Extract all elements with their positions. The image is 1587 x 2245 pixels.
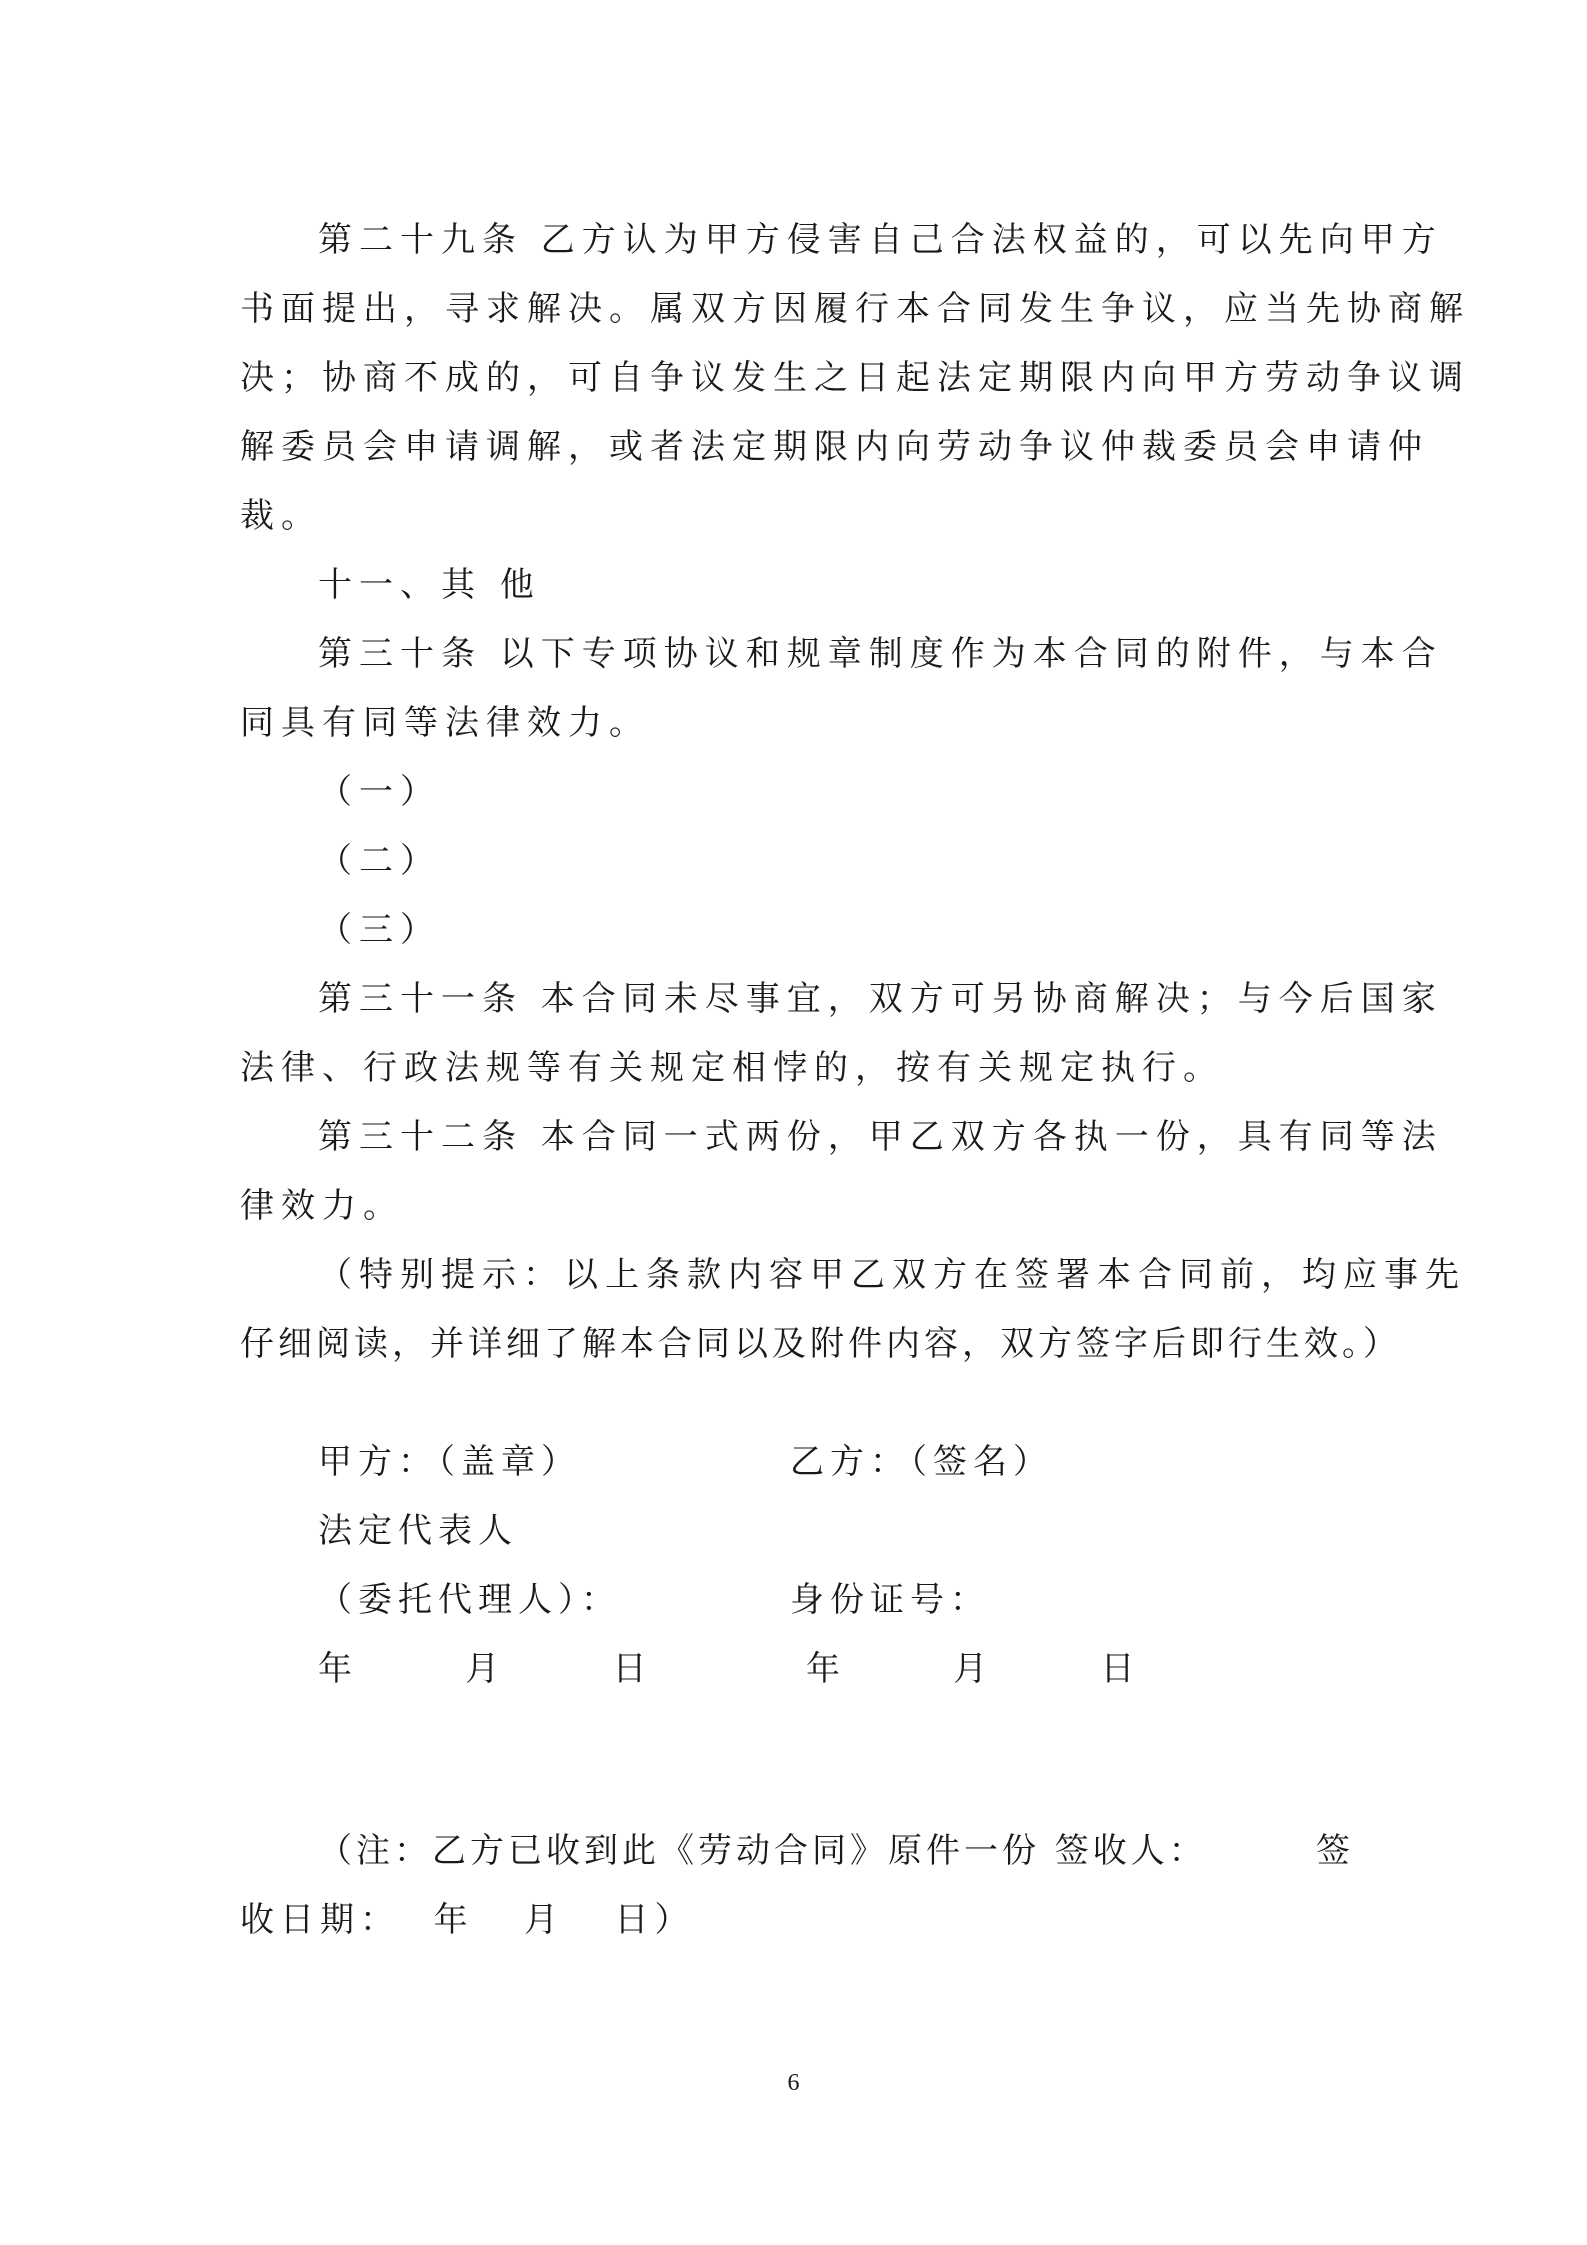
party-a-date: 年 月 日 — [318, 1649, 661, 1689]
article-29-line-4: 解委员会申请调解，或者法定期限内向劳动争议仲裁委员会申请仲 — [240, 427, 1429, 467]
party-b-sign-label: 乙方：（签名） — [790, 1442, 1053, 1482]
article-29-line-1: 第二十九条 乙方认为甲方侵害自己合法权益的，可以先向甲方 — [318, 220, 1443, 260]
article-29-line-5: 裁。 — [240, 496, 322, 536]
attachment-item: （二） — [318, 841, 441, 881]
receipt-note-line-2: 收日期： 年 月 日） — [240, 1900, 695, 1940]
attachment-item: （一） — [318, 772, 441, 812]
article-31-line-1: 第三十一条 本合同未尽事宜，双方可另协商解决；与今后国家 — [318, 979, 1443, 1019]
article-32-line-1: 第三十二条 本合同一式两份，甲乙双方各执一份，具有同等法 — [318, 1117, 1443, 1157]
authorized-agent-label: （委托代理人）： — [318, 1580, 621, 1620]
receipt-note-sign-char: 签 — [1316, 1831, 1356, 1871]
notice-line-2: 仔细阅读，并详细了解本合同以及附件内容，双方签字后即行生效。） — [240, 1324, 1401, 1364]
section-11-heading: 十一、其 他 — [318, 565, 541, 605]
article-29-line-3: 决；协商不成的，可自争议发生之日起法定期限内向甲方劳动争议调 — [240, 358, 1470, 398]
article-30-line-2: 同具有同等法律效力。 — [240, 703, 650, 743]
legal-representative-label: 法定代表人 — [318, 1511, 518, 1551]
article-29-line-2: 书面提出，寻求解决。属双方因履行本合同发生争议，应当先协商解 — [240, 289, 1470, 329]
receipt-note-line-1: （注：乙方已收到此《劳动合同》原件一份 签收人： — [318, 1831, 1207, 1871]
party-a-seal-label: 甲方：（盖章） — [318, 1442, 581, 1482]
article-30-line-1: 第三十条 以下专项协议和规章制度作为本合同的附件，与本合 — [318, 634, 1443, 674]
id-number-label: 身份证号： — [790, 1580, 990, 1620]
article-31-line-2: 法律、行政法规等有关规定相悖的，按有关规定执行。 — [240, 1048, 1224, 1088]
attachment-item: （三） — [318, 910, 441, 950]
page-number: 6 — [787, 2070, 800, 2096]
notice-line-1: （特别提示：以上条款内容甲乙双方在签署本合同前，均应事先 — [318, 1255, 1466, 1295]
article-32-line-2: 律效力。 — [240, 1186, 404, 1226]
party-b-date: 年 月 日 — [806, 1649, 1149, 1689]
